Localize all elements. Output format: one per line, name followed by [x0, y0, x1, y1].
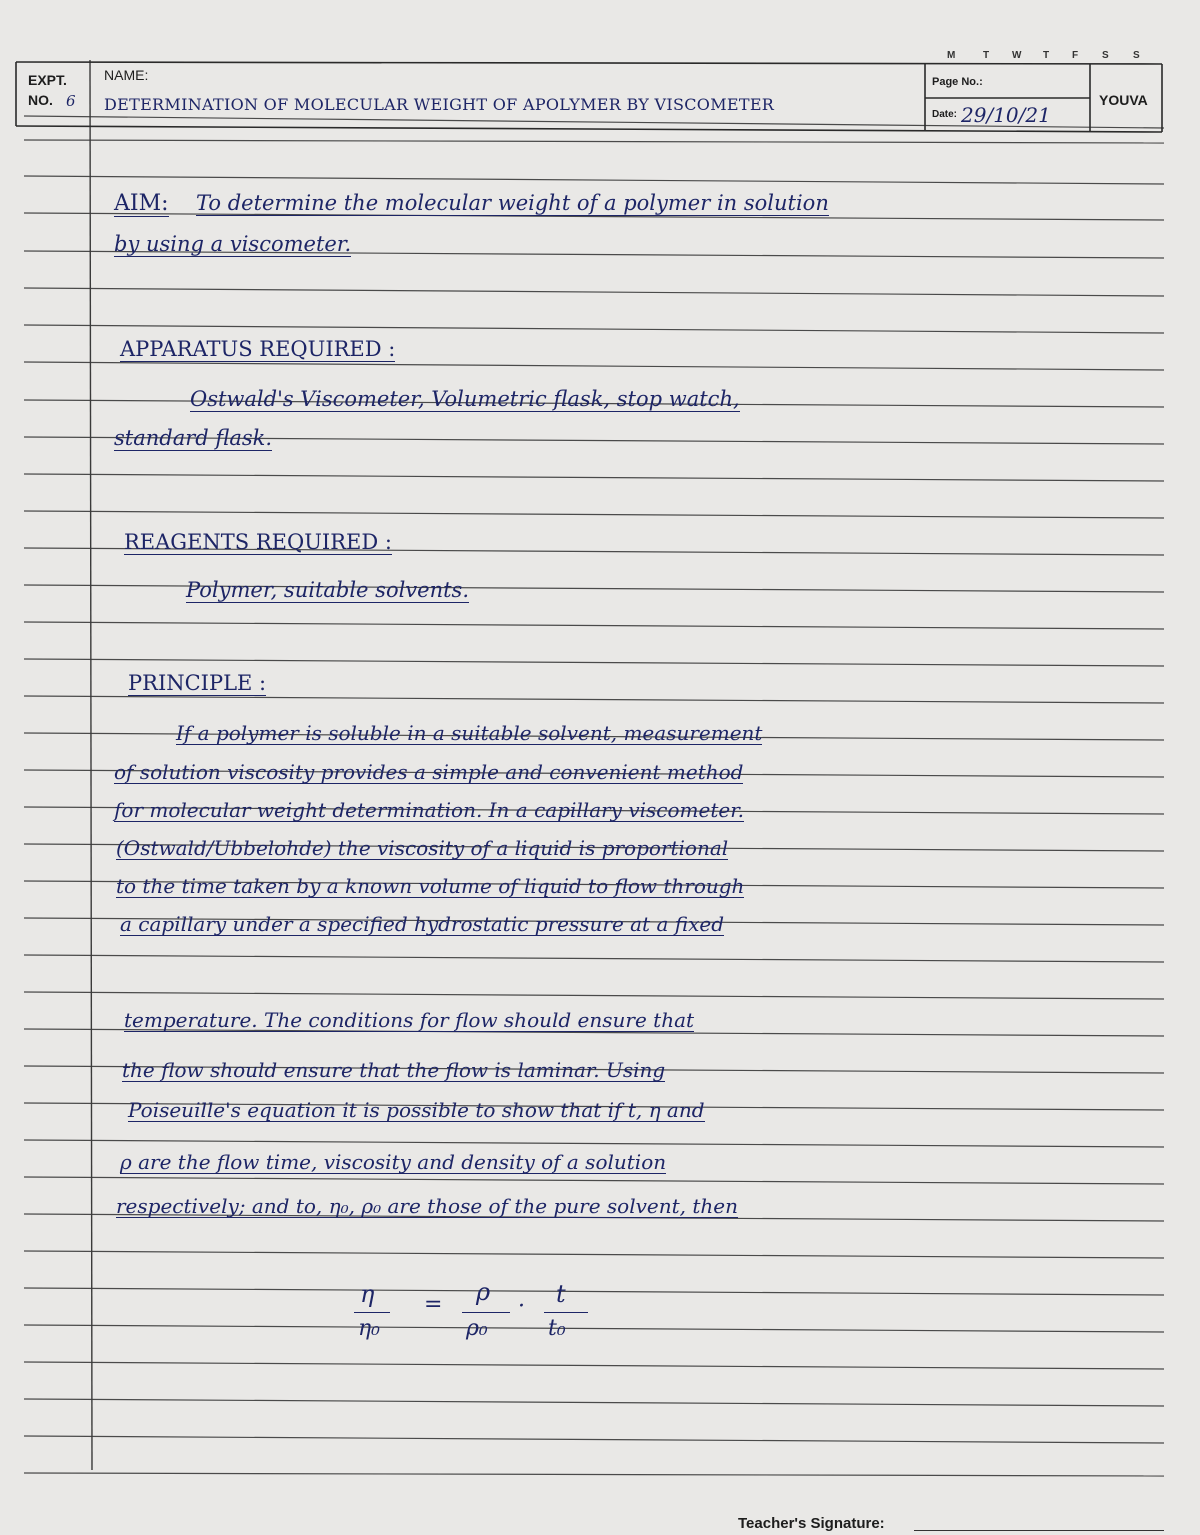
principle-line-5: to the time taken by a known volume of liquid to flow through: [116, 874, 745, 898]
eq-fraction-bar-1: [354, 1312, 390, 1313]
viscosity-equation: [350, 1280, 610, 1360]
principle-line-7: temperature. The conditions for flow should ensure that: [124, 1008, 695, 1032]
expt-label: EXPT.: [28, 72, 67, 88]
eq-rho-denominator: ρ₀: [466, 1316, 488, 1341]
expt-number: 6: [66, 92, 76, 110]
weekday-tue: T: [983, 50, 990, 61]
name-label: NAME:: [104, 67, 149, 83]
principle-line-9: Poiseuille's equation it is possible to show that if t, η and: [128, 1098, 705, 1122]
principle-line-1: If a polymer is soluble in a suitable solvent, measurement: [176, 721, 763, 745]
principle-line-10: ρ are the flow time, viscosity and density of a solution: [120, 1150, 667, 1174]
principle-heading: PRINCIPLE :: [128, 671, 267, 695]
eq-rho-numerator: ρ: [476, 1278, 491, 1306]
weekday-thu: T: [1043, 50, 1050, 61]
weekday-sat: S: [1102, 50, 1109, 61]
weekday-wed: W: [1012, 50, 1022, 61]
teacher-signature-label: Teacher's Signature:: [738, 1515, 885, 1532]
aim-line-1: To determine the molecular weight of a polymer in solution: [196, 191, 829, 215]
eq-equals-sign: =: [424, 1292, 443, 1317]
weekday-sun: S: [1133, 50, 1140, 61]
apparatus-line-1: Ostwald's Viscometer, Volumetric flask, stop watch,: [190, 387, 740, 411]
eq-eta-numerator: η: [360, 1280, 375, 1308]
eq-t-numerator: t: [556, 1280, 566, 1308]
eq-fraction-bar-2: [462, 1312, 510, 1313]
date-label: Date:: [932, 109, 958, 120]
principle-line-6: a capillary under a specified hydrostatic pressure at a fixed: [120, 912, 724, 936]
eq-eta-denominator: η₀: [358, 1316, 380, 1341]
principle-line-11: respectively; and to, η₀, ρ₀ are those of the pure solvent, then: [116, 1194, 739, 1218]
reagents-line-1: Polymer, suitable solvents.: [186, 578, 470, 602]
no-label: NO.: [28, 92, 53, 108]
aim-line-2: by using a viscometer.: [114, 232, 352, 256]
eq-t-denominator: t₀: [548, 1316, 566, 1341]
principle-line-4: (Ostwald/Ubbelohde) the viscosity of a liquid is proportional: [116, 836, 729, 860]
weekday-fri: F: [1072, 50, 1079, 61]
apparatus-heading: APPARATUS REQUIRED :: [120, 337, 396, 361]
brand-logo: YOUVA: [1099, 92, 1148, 108]
page-no-label: Page No.:: [932, 76, 983, 88]
weekday-mon: M: [947, 50, 956, 61]
experiment-title: DETERMINATION OF MOLECULAR WEIGHT OF APOLYMER BY VISCOMETER: [104, 95, 775, 114]
eq-dot: ·: [518, 1294, 525, 1319]
reagents-heading: REAGENTS REQUIRED :: [124, 530, 392, 554]
eq-fraction-bar-3: [544, 1312, 588, 1313]
apparatus-line-2: standard flask.: [114, 426, 273, 450]
aim-heading: AIM:: [114, 191, 169, 216]
principle-line-3: for molecular weight determination. In a capillary viscometer.: [114, 798, 744, 822]
principle-line-8: the flow should ensure that the flow is laminar. Using: [122, 1058, 666, 1082]
principle-line-2: of solution viscosity provides a simple and convenient method: [114, 760, 744, 784]
teacher-signature-line: [914, 1530, 1164, 1531]
date-value: 29/10/21: [961, 103, 1051, 127]
